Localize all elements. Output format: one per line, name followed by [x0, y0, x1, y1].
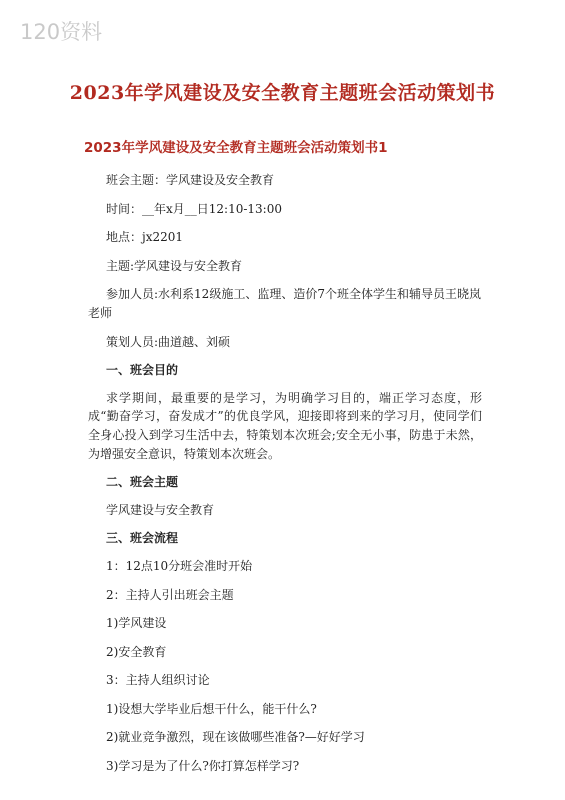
flow-item: 1：12点10分班会准时开始 — [106, 558, 253, 573]
info-place: 地点：jx2201 — [106, 230, 184, 245]
flow-item: 2)就业竞争激烈，现在该做哪些准备?—好好学习 — [106, 730, 365, 745]
info-planners: 策划人员:曲道越、刘硕 — [106, 334, 231, 349]
info-participants: 参加人员:水利系12级施工、监理、造价7个班全体学生和辅导员王晓岚老师 — [88, 287, 481, 320]
document-title: 2023年学风建设及安全教育主题班会活动策划书 — [69, 82, 496, 104]
watermark: 120资料 — [20, 20, 103, 44]
flow-item: 1)设想大学毕业后想干什么，能干什么? — [106, 701, 317, 716]
flow-item: 2：主持人引出班会主题 — [106, 587, 234, 602]
purpose-paragraph: 求学期间，最重要的是学习，为明确学习目的，端正学习态度，形成“勤奋学习，奋发成才”的优良学风，迎接即将到来的学习月，使同学们全身心投入到学习生活中去，特策划本次班会;安全无小事，防患于未然，为增强安全意识，特策划本次班会。 — [88, 390, 482, 461]
info-topic: 主题:学风建设与安全教育 — [106, 258, 243, 273]
info-time: 时间：__年x月__日12:10-13:00 — [106, 201, 282, 216]
heading-theme: 二、班会主题 — [106, 475, 179, 490]
flow-item: 3：主持人组织讨论 — [106, 673, 210, 688]
theme-text: 学风建设与安全教育 — [106, 502, 215, 517]
heading-purpose: 一、班会目的 — [106, 363, 179, 378]
flow-item: 3)学习是为了什么?你打算怎样学习? — [106, 759, 300, 774]
section-subtitle: 2023年学风建设及安全教育主题班会活动策划书1 — [84, 140, 388, 156]
flow-item: 2)安全教育 — [106, 644, 167, 659]
heading-flow: 三、班会流程 — [106, 531, 179, 546]
flow-item: 1)学风建设 — [106, 616, 167, 631]
info-theme: 班会主题：学风建设及安全教育 — [106, 173, 275, 187]
document-body — [88, 171, 482, 786]
